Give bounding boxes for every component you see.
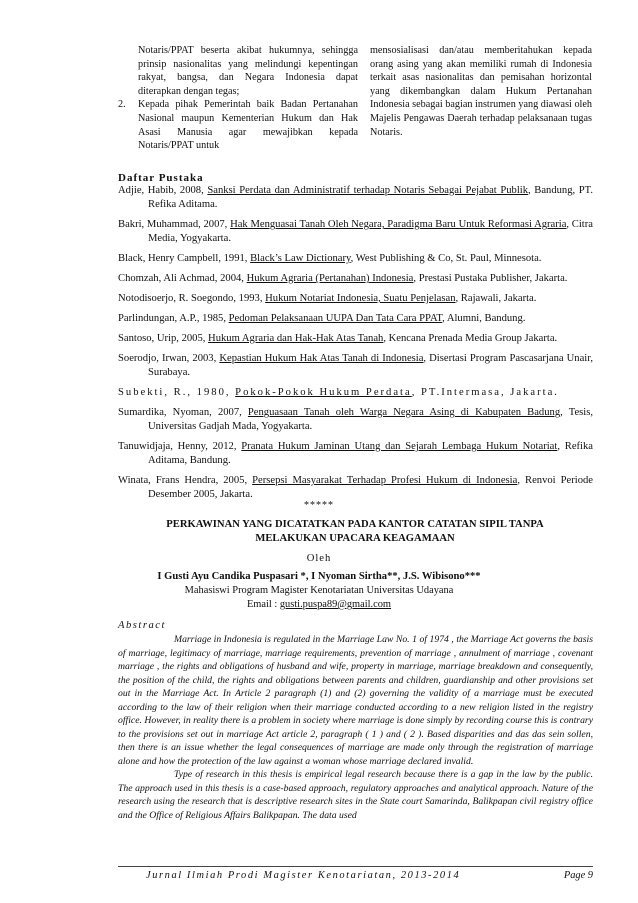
reference-publisher: , PT.Intermasa, Jakarta.: [411, 387, 559, 398]
section-separator: *****: [304, 500, 334, 511]
reference-title: Hak Menguasai Tanah Oleh Negara, Paradigma Baru Untuk Reformasi Agraria: [230, 219, 567, 230]
reference-publisher: , Disertasi Program Pascasarjana Unair, Surabaya.: [148, 353, 593, 378]
bibliography-entry: [118, 386, 593, 400]
reference-author: Parlindungan, A.P., 1985,: [118, 313, 229, 324]
page-number: Page 9: [563, 870, 593, 881]
reference-author: Chomzah, Ali Achmad, 2004,: [118, 273, 247, 284]
bibliography-entry: [118, 252, 593, 266]
article-title: PERKAWINAN YANG DICATATKAN PADA KANTOR CATATAN SIPIL TANPA MELAKUKAN UPACARA KEAGAMAAN: [166, 519, 544, 544]
reference-title: Sanksi Perdata dan Administratif terhadap Notaris Sebagai Pejabat Publik: [207, 185, 529, 196]
left-column-continuation: Notaris/PPAT beserta akibat hukumnya, sehingga prinsip nasionalitas yang melindungi kepentingan rakyat, bangsa, dan Negara Indonesia dapat diterapkan dengan tegas;: [138, 45, 358, 97]
list-item: [118, 98, 358, 152]
reference-title: Hukum Notariat Indonesia, Suatu Penjelasan: [265, 293, 456, 304]
reference-author: Winata, Frans Hendra, 2005,: [118, 475, 253, 486]
affiliation: Mahasiswi Program Magister Kenotariatan Universitas Udayana: [184, 585, 454, 596]
reference-author: Adjie, Habib, 2008,: [118, 185, 208, 196]
reference-author: Tanuwidjaja, Henny, 2012,: [118, 441, 242, 452]
page-footer: [118, 870, 593, 881]
reference-author: Notodisoerjo, R. Soegondo, 1993,: [118, 293, 266, 304]
bibliography-entry: [118, 184, 593, 212]
bibliography-entry: [118, 218, 593, 246]
bibliography-entry: [118, 292, 593, 306]
right-column: [370, 44, 592, 153]
reference-publisher: , Alumni, Bandung.: [442, 313, 526, 324]
email-line: [0, 599, 638, 610]
reference-title: Pedoman Pelaksanaan UUPA Dan Tata Cara PPAT: [228, 313, 443, 324]
reference-title: Penguasaan Tanah oleh Warga Negara Asing di Kabupaten Badung: [247, 407, 561, 418]
byline-label: Oleh: [306, 553, 332, 564]
reference-publisher: , Citra Media, Yogyakarta.: [148, 219, 593, 244]
reference-author: Bakri, Muhammad, 2007,: [118, 219, 231, 230]
reference-author: Subekti, R., 1980,: [118, 387, 236, 398]
abstract-heading: Abstract: [118, 620, 166, 631]
bibliography-entry: [118, 440, 593, 468]
conclusion-columns: [118, 44, 592, 153]
list-number: 2.: [118, 99, 126, 111]
email-label: Email :: [246, 599, 280, 610]
right-column-text: mensosialisasi dan/atau memberitahukan kepada orang asing yang akan memiliki rumah di Indonesia terkait asas nasionalitas dan pemisahan horizontal yang dikembangkan dalam Hukum Pertanahan Indonesia sebagai bagian instrumen yang diawasi oleh Majelis Pengawas Daerah terhadap pelaksanaan tugas Notaris.: [370, 45, 592, 138]
reference-author: Soerodjo, Irwan, 2003,: [118, 353, 220, 364]
bibliography-entry: [118, 272, 593, 286]
reference-title: Persepsi Masyarakat Terhadap Profesi Hukum di Indonesia: [252, 475, 518, 486]
abstract-body: [118, 633, 593, 822]
bibliography-entry: [118, 474, 593, 502]
bibliography-entry: [118, 406, 593, 434]
reference-publisher: , Prestasi Pustaka Publisher, Jakarta.: [413, 273, 568, 284]
reference-publisher: , Bandung, PT. Refika Aditama.: [148, 185, 593, 210]
reference-author: Sumardika, Nyoman, 2007,: [118, 407, 248, 418]
reference-publisher: , Rajawali, Jakarta.: [455, 293, 537, 304]
reference-title: Kepastian Hukum Hak Atas Tanah di Indonesia: [219, 353, 424, 364]
email-link[interactable]: gusti.puspa89@gmail.com: [279, 599, 392, 610]
reference-title: Pokok-Pokok Hukum Perdata: [235, 387, 412, 398]
bibliography-entry: [118, 352, 593, 380]
reference-publisher: , Refika Aditama, Bandung.: [148, 441, 593, 466]
reference-title: Pranata Hukum Jaminan Utang dan Sejarah Lembaga Hukum Notariat: [241, 441, 558, 452]
reference-publisher: , Tesis, Universitas Gadjah Mada, Yogyakarta.: [148, 407, 593, 432]
reference-title: Hukum Agraria (Pertanahan) Indonesia: [246, 273, 414, 284]
bibliography-heading: Daftar Pustaka: [118, 172, 204, 184]
reference-publisher: , West Publishing & Co, St. Paul, Minnesota.: [350, 253, 542, 264]
bibliography-entry: [118, 312, 593, 326]
bibliography-list: [118, 184, 593, 508]
bibliography-entry: [118, 332, 593, 346]
reference-author: Santoso, Urip, 2005,: [118, 333, 209, 344]
footer-rule: [118, 866, 593, 867]
reference-title: Black’s Law Dictionary: [250, 253, 351, 264]
reference-publisher: , Renvoi Periode Desember 2005, Jakarta.: [148, 475, 593, 500]
author-list: I Gusti Ayu Candika Puspasari *, I Nyoman Sirtha**, J.S. Wibisono***: [157, 571, 481, 582]
left-column: [118, 44, 358, 153]
abstract-paragraph: Type of research in this thesis is empirical legal research because there is a gap in the law by the public. The approach used in this thesis is a case-based approach, regulatory approaches and analytical approach. Nature of the research using the research that is descriptive research sites in the State court Samarinda, Balikpapan civil registry office and the Office of Religious Affairs Balikpapan. The data used: [118, 769, 593, 821]
reference-author: Black, Henry Campbell, 1991,: [118, 253, 251, 264]
reference-publisher: , Kencana Prenada Media Group Jakarta.: [383, 333, 558, 344]
abstract-paragraph: Marriage in Indonesia is regulated in the Marriage Law No. 1 of 1974 , the Marriage Act governs the basis of marriage, legitimacy of marriage, marriage requirements, prevention of marriage , annulment of marriage , covenant marriage , the rights and obligations of husband and wife, property in marriage, marriage breakdown and consequently, the position of the child, the rights and obligations between parents and children, guardianship and other provisions set out in the Marriage Act. In Article 2 paragraph (1) and (2) governing the validity of a marriage must be executed according to the law of their religion when their marriage conducted according to a new religion listed in the registry office. However, in reality there is a problem in society where marriage is done simply by recording course this is contrary to the provisions set out in marriage Act article 2, paragraph ( 1 ) and ( 2 ). Based disparities and das das sein sollen, then there is an issue whether the legal consequences of marriage are made only through the registration of marriage alone and how the protection of the law against a woman whose marriage declared invalid.: [118, 634, 593, 767]
reference-title: Hukum Agraria dan Hak-Hak Atas Tanah: [208, 333, 384, 344]
list-text: Kepada pihak Pemerintah baik Badan Pertanahan Nasional maupun Kementerian Hukum dan Hak Asasi Manusia agar mewajibkan kepada Notaris/PPAT untuk: [138, 99, 358, 152]
journal-name: Jurnal Ilmiah Prodi Magister Kenotariatan, 2013-2014: [146, 870, 461, 881]
